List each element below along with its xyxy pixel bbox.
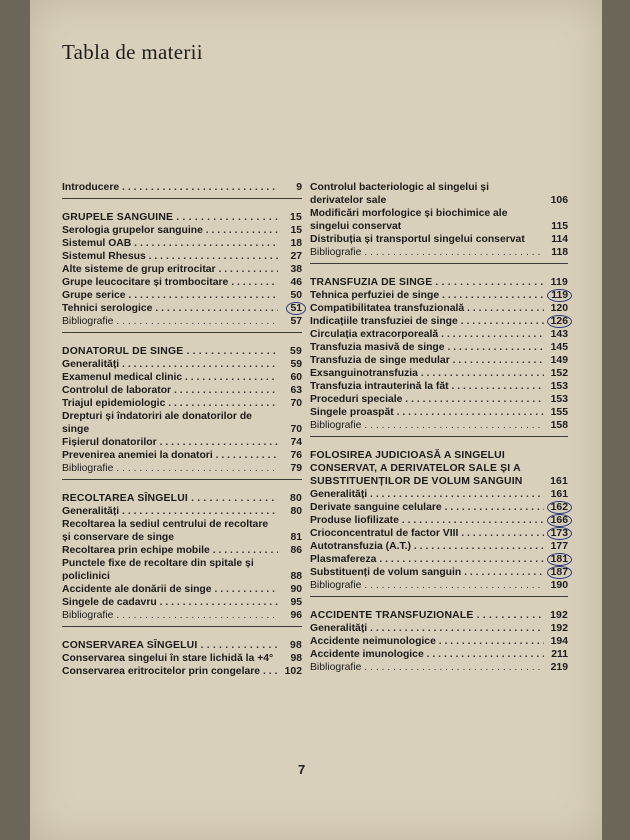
toc-entry-label: Tehnica perfuziei de singe . . . (310, 289, 544, 302)
toc-entry-page (278, 639, 302, 652)
section-divider (310, 436, 568, 437)
page-number-text: 80 (290, 493, 302, 504)
toc-entry-page (278, 384, 302, 397)
page-number-text: 86 (290, 545, 302, 556)
toc-entry-page (544, 579, 568, 592)
page-number-text: 70 (290, 424, 302, 435)
toc-entry[interactable] (310, 233, 568, 246)
toc-entry-page (278, 181, 302, 194)
page-number-text: 95 (290, 597, 302, 608)
toc-entry-page (278, 462, 302, 475)
toc-entry-page (544, 367, 568, 380)
toc-entry-page (278, 371, 302, 384)
toc-entry[interactable] (310, 207, 568, 233)
toc-entry[interactable] (310, 501, 568, 514)
page-number-text: 149 (550, 355, 568, 366)
bleed-through-text (260, 44, 580, 174)
toc-entry[interactable] (62, 289, 302, 302)
toc-entry-page (544, 609, 568, 622)
toc-bibliography[interactable] (62, 315, 302, 328)
toc-entry[interactable] (62, 665, 302, 678)
toc-entry[interactable] (62, 181, 302, 194)
toc-entry[interactable] (310, 488, 568, 501)
toc-entry[interactable] (62, 250, 302, 263)
toc-entry[interactable] (310, 315, 568, 328)
toc-entry-label: Transfuzia masivă de singe . . . (310, 341, 544, 354)
page-number-text: 219 (550, 662, 568, 673)
page-number-text: 46 (290, 277, 302, 288)
toc-entry[interactable] (62, 596, 302, 609)
toc-entry-label: GRUPELE SANGUINE . . . (62, 211, 278, 224)
toc-entry-page (544, 315, 568, 328)
toc-entry-page (544, 475, 568, 488)
page-number-text: 190 (550, 580, 568, 591)
toc-entry-label: Drepturi și îndatoriri ale donatorilor de singe (62, 411, 252, 435)
toc-entry-label: Introducere . . . (62, 181, 278, 194)
toc-entry-label: DONATORUL DE SINGE . . . (62, 345, 278, 358)
toc-entry[interactable] (310, 622, 568, 635)
toc-bibliography[interactable] (310, 246, 568, 259)
toc-entry-page (278, 315, 302, 328)
toc-entry[interactable] (310, 393, 568, 406)
page-number-text: 60 (290, 372, 302, 383)
toc-entry-label: Transfuzia intrauterină la făt . . . (310, 380, 544, 393)
toc-entry-label: Triajul epidemiologic . . . (62, 397, 278, 410)
toc-bibliography[interactable] (62, 609, 302, 622)
toc-entry-label: Generalități . . . (310, 488, 544, 501)
page-number-text: 74 (290, 437, 302, 448)
toc-entry[interactable] (62, 224, 302, 237)
toc-entry[interactable] (62, 583, 302, 596)
toc-entry-label: Bibliografie . . . (62, 609, 278, 622)
page-number-text: 153 (550, 381, 568, 392)
toc-entry[interactable] (310, 635, 568, 648)
page-number-text: 18 (290, 238, 302, 249)
page-number-text: 81 (290, 532, 302, 543)
section-divider (62, 332, 302, 333)
toc-entry-page (544, 514, 568, 527)
toc-entry[interactable] (62, 397, 302, 410)
toc-entry-page (544, 354, 568, 367)
toc-entry-label: Circulația extracorporeală . . . (310, 328, 544, 341)
toc-entry[interactable] (62, 410, 302, 436)
page-number-text: 177 (550, 541, 568, 552)
toc-entry-page (544, 276, 568, 289)
toc-entry-label: Generalități . . . (62, 505, 278, 518)
toc-entry[interactable] (310, 354, 568, 367)
toc-entry[interactable] (62, 302, 302, 315)
toc-entry-page (544, 246, 568, 259)
toc-entry-page (278, 263, 302, 276)
toc-entry[interactable] (62, 384, 302, 397)
toc-entry-label: Alte sisteme de grup eritrocitar . . . (62, 263, 278, 276)
page-number-text: 63 (290, 385, 302, 396)
toc-entry-label: Exsanguinotransfuzia . . . (310, 367, 544, 380)
toc-entry-label: Transfuzia de singe medular . . . (310, 354, 544, 367)
toc-entry-label: Grupe leucocitare și trombocitare . . . (62, 276, 278, 289)
toc-entry[interactable] (310, 181, 568, 207)
page-title: Tabla de materii (62, 40, 203, 64)
toc-entry-label: Bibliografie . . . (62, 315, 278, 328)
toc-entry-page (544, 648, 568, 661)
toc-entry[interactable] (310, 527, 568, 540)
toc-entry-label: TRANSFUZIA DE SINGE . . . (310, 276, 544, 289)
toc-entry-label: Prevenirea anemiei la donatori . . . (62, 449, 278, 462)
toc-entry-label: Conservarea singelui în stare lichidă la +4° (62, 653, 274, 664)
toc-section[interactable] (62, 639, 302, 652)
toc-entry[interactable] (62, 358, 302, 371)
toc-entry-page (544, 220, 568, 233)
toc-entry[interactable] (310, 380, 568, 393)
toc-entry[interactable] (310, 648, 568, 661)
toc-section[interactable] (62, 492, 302, 505)
toc-entry-label: Plasmafereza . . . (310, 553, 544, 566)
toc-entry-label: CONSERVAREA SÎNGELUI . . . (62, 639, 278, 652)
toc-entry-label: Punctele fixe de recoltare din spitale și policlinici (62, 558, 254, 582)
toc-entry-label: FOLOSIREA JUDICIOASĂ A SINGELUI CONSERVAT, A DERIVATELOR SALE ȘI A SUBSTITUENȚILOR DE VOLUM SANGUIN (310, 450, 523, 487)
page-number-text: 98 (290, 640, 302, 651)
circled-page-number: 173 (547, 527, 572, 540)
page-number-text: 98 (290, 653, 302, 664)
section-divider (310, 263, 568, 264)
toc-bibliography[interactable] (310, 661, 568, 674)
page-number-text: 9 (296, 182, 302, 193)
page-number-text: 161 (550, 489, 568, 500)
toc-left-column (62, 181, 302, 678)
toc-entry[interactable] (62, 652, 302, 665)
toc-entry-label: Generalități . . . (62, 358, 278, 371)
toc-entry-page (278, 250, 302, 263)
page-number-text: 115 (551, 221, 568, 232)
toc-entry-page (544, 341, 568, 354)
toc-section[interactable] (310, 609, 568, 622)
page-number-text: 145 (550, 342, 568, 353)
toc-entry-label: Tehnici serologice . . . (62, 302, 278, 315)
toc-entry-page (278, 449, 302, 462)
toc-entry-label: Sistemul Rhesus . . . (62, 250, 278, 263)
toc-entry-label: Recoltarea prin echipe mobile . . . (62, 544, 278, 557)
toc-entry-label: Substituenți de volum sanguin . . . (310, 566, 544, 579)
toc-entry-page (278, 505, 302, 518)
page-number-text: 118 (551, 247, 568, 258)
page-number-text: 114 (551, 234, 568, 245)
toc-entry-page (278, 531, 302, 544)
toc-entry[interactable] (62, 557, 302, 583)
page-number-text: 27 (290, 251, 302, 262)
toc-entry-page (278, 544, 302, 557)
page-number-text: 158 (550, 420, 568, 431)
toc-entry-label: Bibliografie . . . (310, 419, 544, 432)
toc-entry-page (278, 492, 302, 505)
section-divider (62, 198, 302, 199)
toc-entry[interactable] (310, 406, 568, 419)
page-number-text: 120 (550, 303, 568, 314)
page-number-text: 90 (290, 584, 302, 595)
toc-entry-label: Conservarea eritrocitelor prin congelare . . . (62, 665, 278, 678)
toc-entry[interactable] (310, 566, 568, 579)
toc-entry-label: Accidente ale donării de singe . . . (62, 583, 278, 596)
toc-entry-page (278, 397, 302, 410)
circled-page-number: 181 (547, 553, 572, 566)
circled-page-number: 187 (547, 566, 572, 579)
toc-entry-page (544, 419, 568, 432)
toc-entry[interactable] (310, 553, 568, 566)
toc-entry-page (278, 345, 302, 358)
toc-entry-page (278, 302, 302, 315)
toc-entry-page (544, 661, 568, 674)
toc-entry[interactable] (62, 436, 302, 449)
toc-entry[interactable] (310, 540, 568, 553)
toc-entry-label: Accidente neimunologice . . . (310, 635, 544, 648)
toc-bibliography[interactable] (310, 579, 568, 592)
toc-entry[interactable] (62, 544, 302, 557)
toc-entry-label: Compatibilitatea transfuzională . . . (310, 302, 544, 315)
page-number-text: 79 (290, 463, 302, 474)
page-number-text: 70 (290, 398, 302, 409)
page-number-text: 15 (290, 225, 302, 236)
toc-entry-page (544, 328, 568, 341)
page-number-text: 80 (290, 506, 302, 517)
toc-entry[interactable] (310, 514, 568, 527)
section-divider (310, 596, 568, 597)
toc-entry-page (544, 501, 568, 514)
toc-entry-label: Grupe serice . . . (62, 289, 278, 302)
toc-section[interactable] (310, 449, 568, 488)
toc-entry-label: Controlul de laborator . . . (62, 384, 278, 397)
section-divider (62, 626, 302, 627)
toc-bibliography[interactable] (310, 419, 568, 432)
toc-entry-page (278, 358, 302, 371)
toc-entry-page (278, 224, 302, 237)
toc-entry-label: Recoltarea la sediul centrului de recoltare și conservare de singe (62, 519, 269, 543)
toc-entry-label: Bibliografie . . . (310, 246, 544, 259)
page-number-text: 192 (550, 610, 568, 621)
toc-entry-label: Autotransfuzia (A.T.) . . . (310, 540, 544, 553)
toc-entry-label: Distribuția și transportul singelui conservat (310, 234, 525, 245)
toc-entry-page (544, 194, 568, 207)
page-number-text: 153 (550, 394, 568, 405)
page-number-text: 15 (290, 212, 302, 223)
toc-entry-page (544, 566, 568, 579)
toc-entry-page (544, 553, 568, 566)
page-number-text: 161 (550, 476, 568, 487)
toc-section[interactable] (62, 211, 302, 224)
toc-entry-page (544, 302, 568, 315)
toc-entry[interactable] (310, 289, 568, 302)
toc-entry-label: Serologia grupelor sanguine . . . (62, 224, 278, 237)
page-number-text: 59 (290, 346, 302, 357)
page-number-text: 211 (551, 649, 568, 660)
page-number-text: 96 (290, 610, 302, 621)
toc-entry-label: Bibliografie . . . (310, 661, 544, 674)
toc-entry-label: Controlul bacteriologic al singelui și derivatelor sale (310, 182, 489, 206)
toc-entry[interactable] (310, 341, 568, 354)
toc-entry-label: Examenul medical clinic . . . (62, 371, 278, 384)
circled-page-number: 51 (286, 302, 306, 315)
toc-entry-page (278, 652, 302, 665)
toc-section[interactable] (310, 276, 568, 289)
page-number-text: 106 (550, 195, 568, 206)
page-number-text: 143 (550, 329, 568, 340)
toc-entry-page (544, 527, 568, 540)
toc-entry[interactable] (62, 449, 302, 462)
toc-entry[interactable] (62, 505, 302, 518)
toc-entry-page (544, 488, 568, 501)
toc-entry-page (278, 211, 302, 224)
toc-entry-page (278, 570, 302, 583)
circled-page-number: 166 (547, 514, 572, 527)
page-number-text: 194 (550, 636, 568, 647)
toc-entry-page (278, 423, 302, 436)
page-number-text: 57 (290, 316, 302, 327)
toc-entry-page (544, 406, 568, 419)
toc-entry-label: Produse liofilizate . . . (310, 514, 544, 527)
toc-entry[interactable] (62, 518, 302, 544)
toc-entry-label: Generalități . . . (310, 622, 544, 635)
toc-entry-page (278, 237, 302, 250)
toc-entry-label: ACCIDENTE TRANSFUZIONALE . . . (310, 609, 544, 622)
toc-right-column (310, 181, 568, 674)
toc-entry-page (278, 289, 302, 302)
toc-entry-label: Derivate sanguine celulare . . . (310, 501, 544, 514)
toc-entry-page (278, 665, 302, 678)
page-number-text: 76 (290, 450, 302, 461)
toc-entry-page (278, 436, 302, 449)
page-number-text: 102 (284, 666, 302, 677)
circled-page-number: 126 (547, 315, 572, 328)
toc-bibliography[interactable] (62, 462, 302, 475)
toc-entry-page (278, 276, 302, 289)
toc-entry-page (544, 540, 568, 553)
toc-entry-page (544, 380, 568, 393)
toc-entry-page (278, 596, 302, 609)
toc-entry-label: Fișierul donatorilor . . . (62, 436, 278, 449)
page-number-text: 152 (550, 368, 568, 379)
page-number-text: 192 (550, 623, 568, 634)
toc-entry-label: Indicațiile transfuziei de singe . . . (310, 315, 544, 328)
toc-entry-page (544, 233, 568, 246)
toc-entry-label: Crioconcentratul de factor VIII . . . (310, 527, 544, 540)
toc-entry-page (278, 609, 302, 622)
toc-entry-label: Accidente imunologice . . . (310, 648, 544, 661)
toc-entry-label: Singele de cadavru . . . (62, 596, 278, 609)
toc-entry-page (544, 289, 568, 302)
toc-entry-label: Bibliografie . . . (62, 462, 278, 475)
toc-entry-page (544, 393, 568, 406)
book-page (30, 0, 602, 840)
toc-entry[interactable] (62, 263, 302, 276)
toc-section[interactable] (62, 345, 302, 358)
circled-page-number: 162 (547, 501, 572, 514)
page-number-text: 50 (290, 290, 302, 301)
toc-entry[interactable] (310, 328, 568, 341)
toc-entry-label: Sistemul OAB . . . (62, 237, 278, 250)
toc-entry[interactable] (62, 276, 302, 289)
circled-page-number: 119 (547, 289, 572, 302)
toc-entry-page (544, 622, 568, 635)
page-number: 7 (298, 762, 306, 777)
toc-entry-page (544, 635, 568, 648)
toc-entry[interactable] (62, 237, 302, 250)
toc-entry[interactable] (310, 367, 568, 380)
page-number-text: 38 (290, 264, 302, 275)
page-number-text: 155 (550, 407, 568, 418)
page-number-text: 59 (290, 359, 302, 370)
toc-entry-label: Proceduri speciale . . . (310, 393, 544, 406)
toc-entry-label: RECOLTAREA SÎNGELUI . . . (62, 492, 278, 505)
toc-entry[interactable] (310, 302, 568, 315)
toc-entry[interactable] (62, 371, 302, 384)
toc-entry-page (278, 583, 302, 596)
page-number-text: 119 (550, 277, 568, 288)
toc-entry-label: Modificări morfologice și biochimice ale singelui conservat (310, 208, 508, 232)
page-number-text: 88 (290, 571, 302, 582)
toc-entry-label: Singele proaspăt . . . (310, 406, 544, 419)
toc-entry-label: Bibliografie . . . (310, 579, 544, 592)
section-divider (62, 479, 302, 480)
